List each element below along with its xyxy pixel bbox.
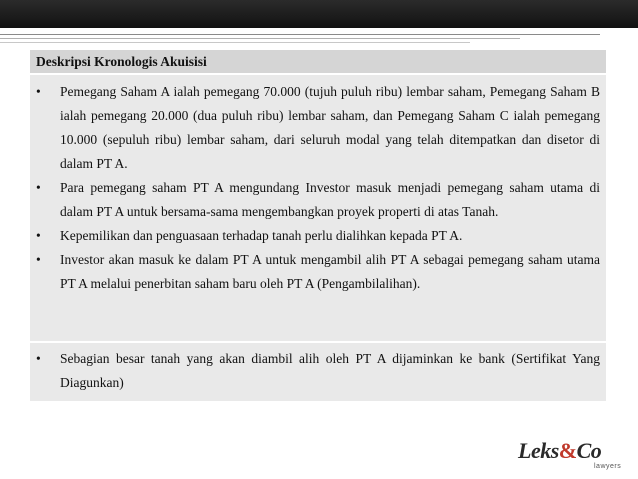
logo-subtitle: lawyers <box>594 463 622 470</box>
list-item <box>36 347 600 395</box>
list-item-text: Para pemegang saham PT A mengundang Investor masuk menjadi pemegang saham utama di dalam PT A untuk bersama-sama mengembangkan proyek properti di atas Tanah. <box>60 180 600 219</box>
list-item-text: Investor akan masuk ke dalam PT A untuk mengambil alih PT A sebagai pemegang saham utama PT A melalui penerbitan saham baru oleh PT A (Pengambilalihan). <box>60 252 600 291</box>
bullet: • <box>36 180 41 195</box>
top-banner <box>0 0 638 28</box>
company-logo <box>518 434 628 474</box>
bullet: • <box>36 351 41 366</box>
decorative-lines <box>0 28 638 50</box>
acquisition-table <box>30 50 606 401</box>
bullet: • <box>36 84 41 99</box>
list-item <box>36 176 600 224</box>
list-item <box>36 224 600 248</box>
list-item <box>36 248 600 296</box>
logo-wordmark: Leks&Co <box>518 438 602 463</box>
table-cell-secondary <box>30 343 606 401</box>
list-item <box>36 80 600 176</box>
list-item-text: Sebagian besar tanah yang akan diambil alih oleh PT A dijaminkan ke bank (Sertifikat Yang Diagunkan) <box>60 351 600 390</box>
list-item-text: Pemegang Saham A ialah pemegang 70.000 (tujuh puluh ribu) lembar saham, Pemegang Saham B ialah pemegang 20.000 (dua puluh ribu) lembar saham, dan Pemegang Saham C ialah pemegang 10.000 (sepuluh ribu) lembar saham, dari seluruh modal yang telah ditempatkan dan disetor di dalam PT A. <box>60 84 600 171</box>
list-item-text: Kepemilikan dan penguasaan terhadap tanah perlu dialihkan kepada PT A. <box>60 228 463 243</box>
bullet: • <box>36 252 41 267</box>
table-cell-main <box>30 75 606 341</box>
bullet: • <box>36 228 41 243</box>
table-header: Deskripsi Kronologis Akuisisi <box>30 50 606 73</box>
